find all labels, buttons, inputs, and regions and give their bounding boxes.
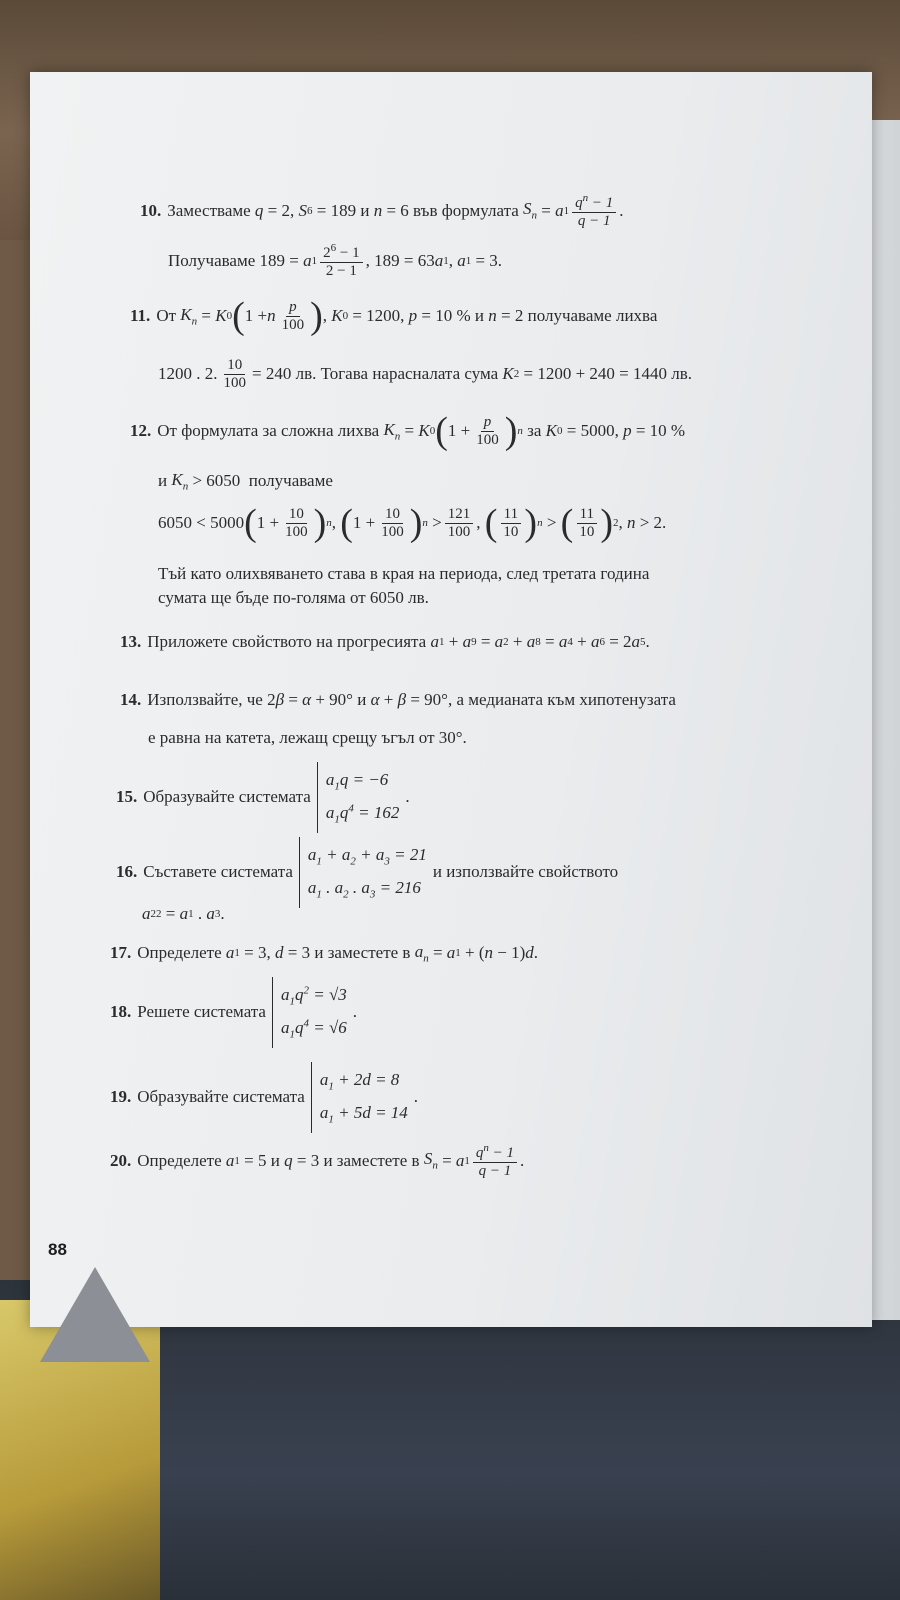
problem-text: Приложете свойството на прогресията (147, 632, 427, 651)
problem-text: Съставете системата (143, 862, 293, 882)
problem-number: 11. (130, 306, 151, 325)
problem-text: Тъй като олихвяването става в края на периода, след третата година (158, 564, 650, 583)
problem-number: 16. (116, 862, 138, 882)
problem-text: Получаваме (168, 250, 256, 270)
problem-20: 20. Определете a 1 = 5 и q = 3 и заместете в $S_n$ = a 1 $\frac{q^n - 1}{q - 1}$ . (110, 1142, 525, 1179)
problem-13: 13. Приложете свойството на прогресията a 1 + a 9 = a 2 + a 8 = a 4 + a 6 = 2 a 5 . (120, 632, 650, 651)
problem-11-result: 1200 . 2. $\frac{10}{100}$ = 240 лв. Тогава нарасналата сума K 2 = 1200 + 240 = 1440 лв. (158, 357, 693, 391)
page-number: 88 (48, 1240, 67, 1259)
problem-10-result: Получаваме 189 = a 1 $\frac{2^6 - 1}{2 - 1}$ , 189 = 63 a 1 , a 1 = 3. (168, 242, 503, 279)
formula-fraction: $\frac{2^6 - 1}{2 - 1}$ (320, 242, 362, 279)
problem-number: 19. (110, 1087, 132, 1107)
problem-text: Заместваме (167, 200, 251, 220)
formula-fraction: $\frac{11}{10}$ (576, 506, 597, 540)
problem-text: От (156, 306, 177, 325)
problem-19: 19. Образувайте системата $a_1 + 2d = 8$ $a_1 + 5d = 14$ . (110, 1062, 418, 1133)
problem-text: Решете системата (137, 1002, 266, 1022)
problem-text: за (527, 421, 542, 440)
problem-14: 14. Използвайте, че 2 β = α + 90° и α + β = 90° , а медианата към хипотенузата (120, 690, 676, 709)
formula-fraction: $\frac{10}{100}$ (223, 357, 246, 391)
problem-12-condition: и $K_n$ > 6050 получаваме (158, 470, 333, 493)
problem-text: и използвайте свойството (432, 862, 619, 882)
page-number-triangle (40, 1267, 150, 1362)
problem-15: 15. Образувайте системата $a_1q = -6$ $a_1q^4 = 162$ . (116, 762, 410, 833)
problem-text: сумата ще бъде по-голяма от 6050 лв. (158, 588, 429, 607)
problem-11: 11. От $K_n$ = K 0 ( 1 + n $\frac{p}{100}$ ) , K 0 = 1200, p = 10 % и n = 2 получаваме лихва (130, 295, 658, 337)
problem-number: 17. (110, 943, 132, 963)
problem-text: и (270, 1150, 280, 1170)
problem-text: във формулата (413, 200, 519, 220)
problem-number: 10. (140, 200, 162, 220)
problem-10: 10. Заместваме q = 2, S 6 = 189 и n = 6 във формулата $S_n$ = a 1 $\frac{q^n - 1}{q - 1}$ . (140, 192, 624, 229)
formula-fraction: $\frac{11}{10}$ (500, 506, 521, 540)
problem-text: и (158, 471, 168, 491)
problem-text: = 240 лв. Тогава нарасналата сума (252, 364, 499, 383)
equation-system: $a_1q^2 = √3$ $a_1q^4 = √6$ (272, 977, 347, 1048)
problem-text: = 1200 + 240 = 1440 лв. (523, 364, 693, 383)
equation-system: $a_1 + a_2 + a_3 = 21$ $a_1$ . $a_2$ . $a_3 = 216$ (299, 837, 427, 908)
problem-12-inequality: 6050 < 5000 ( 1 + $\frac{10}{100}$ ) n , ( 1 + $\frac{10}{100}$ ) n > $\frac{121}{100}$ , ( $\frac{11}{10}$ ) n > ( $\frac{11}{10}$ ) 2 , n > 2. (158, 502, 667, 544)
problem-17: 17. Определете a 1 = 3, d = 3 и заместете в $a_n$ = a 1 + ( n − 1) d . (110, 942, 539, 965)
problem-number: 20. (110, 1150, 132, 1170)
equation-system: $a_1 + 2d = 8$ $a_1 + 5d = 14$ (311, 1062, 408, 1133)
problem-text: и заместете в (323, 1150, 420, 1170)
problem-number: 14. (120, 690, 142, 709)
problem-number: 12. (130, 421, 152, 440)
formula-fraction: $\frac{p}{100}$ (281, 299, 305, 333)
problem-text: Образувайте системата (137, 1087, 305, 1107)
problem-12-note-1 (158, 564, 649, 584)
problem-text: е равна на катета, лежащ срещу ъгъл от 30°. (148, 728, 467, 747)
problem-text: От формулата за сложна лихва (157, 421, 380, 440)
problem-number: 15. (116, 787, 138, 807)
formula-fraction: $\frac{10}{100}$ (285, 506, 308, 540)
book-page (30, 72, 872, 1327)
formula-fraction: $\frac{121}{100}$ (445, 506, 474, 540)
problem-text: Използвайте, че (147, 690, 263, 709)
problem-14-line-2 (148, 728, 467, 748)
formula-fraction: $\frac{q^n - 1}{q - 1}$ (473, 1142, 517, 1179)
problem-text: Образувайте системата (143, 787, 311, 807)
problem-12-note-2 (158, 588, 429, 608)
problem-number: 13. (120, 632, 142, 651)
problem-number: 18. (110, 1002, 132, 1022)
problem-18: 18. Решете системата $a_1q^2 = √3$ $a_1q^4 = √6$ . (110, 977, 357, 1048)
equation-system: $a_1q = -6$ $a_1q^4 = 162$ (317, 762, 399, 833)
problem-text: получаваме лихва (527, 306, 658, 325)
problem-text: Определете (137, 943, 222, 963)
formula-fraction: $\frac{q^n - 1}{q - 1}$ (572, 192, 616, 229)
problem-12: 12. От формулата за сложна лихва $K_n$ = K 0 ( 1 + $\frac{p}{100}$ ) n за K 0 = 5000, p = 10 % (130, 410, 686, 452)
problem-text: получаваме (248, 471, 333, 491)
problem-16-property: a 2 2 = a 1 . a 3 . (142, 904, 225, 923)
problem-16 (116, 837, 618, 908)
problem-text: , а медианата към хипотенузата (447, 690, 676, 709)
problem-text: Определете (137, 1150, 222, 1170)
formula-fraction: $\frac{10}{100}$ (381, 506, 404, 540)
formula-fraction: $\frac{p}{100}$ (476, 414, 499, 448)
problem-text: и заместете в (314, 943, 411, 963)
